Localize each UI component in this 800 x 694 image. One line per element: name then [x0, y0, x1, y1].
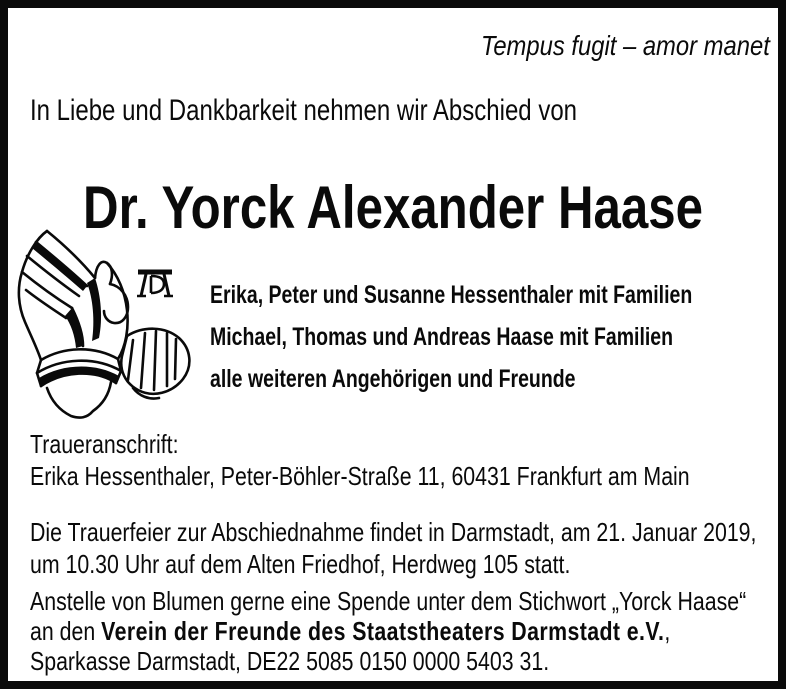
donation-block	[30, 586, 746, 676]
address-line: Erika Hessenthaler, Peter-Böhler-Straße 11, 60431 Frankfurt am Main	[30, 461, 690, 491]
duerer-ad-monogram-icon	[137, 272, 173, 296]
mourners-list	[210, 274, 692, 400]
funeral-block	[30, 516, 756, 580]
donation-line-1: Anstelle von Blumen gerne eine Spende unter dem Stichwort „Yorck Haase“	[30, 586, 747, 616]
donation-line-2	[30, 616, 746, 646]
mourners-line-1: Erika, Peter und Susanne Hessenthaler mit Familien	[210, 281, 693, 309]
funeral-line-1: Die Trauerfeier zur Abschiednahme findet in Darmstadt, am 21. Januar 2019,	[30, 517, 757, 547]
donation-after-org: ,	[664, 616, 671, 646]
address-block	[30, 428, 690, 492]
mourners-line-2: Michael, Thomas und Andreas Haase mit Familien	[210, 323, 674, 351]
donation-line-3: Sparkasse Darmstadt, DE22 5085 0150 0000 5403 31.	[30, 646, 550, 676]
donation-prefix: an den	[30, 616, 102, 646]
donation-organization: Verein der Freunde des Staatstheaters Darmstadt e.V.	[101, 616, 665, 646]
intro-line: In Liebe und Dankbarkeit nehmen wir Abschied von	[30, 94, 578, 127]
motto-text: Tempus fugit – amor manet	[481, 30, 770, 61]
deceased-name: Dr. Yorck Alexander Haase	[83, 174, 703, 241]
praying-hands-icon	[15, 228, 197, 428]
funeral-line-2: um 10.30 Uhr auf dem Alten Friedhof, Herdweg 105 statt.	[30, 549, 571, 579]
mourners-line-3: alle weiteren Angehörigen und Freunde	[210, 365, 576, 393]
address-label: Traueranschrift:	[30, 429, 179, 459]
